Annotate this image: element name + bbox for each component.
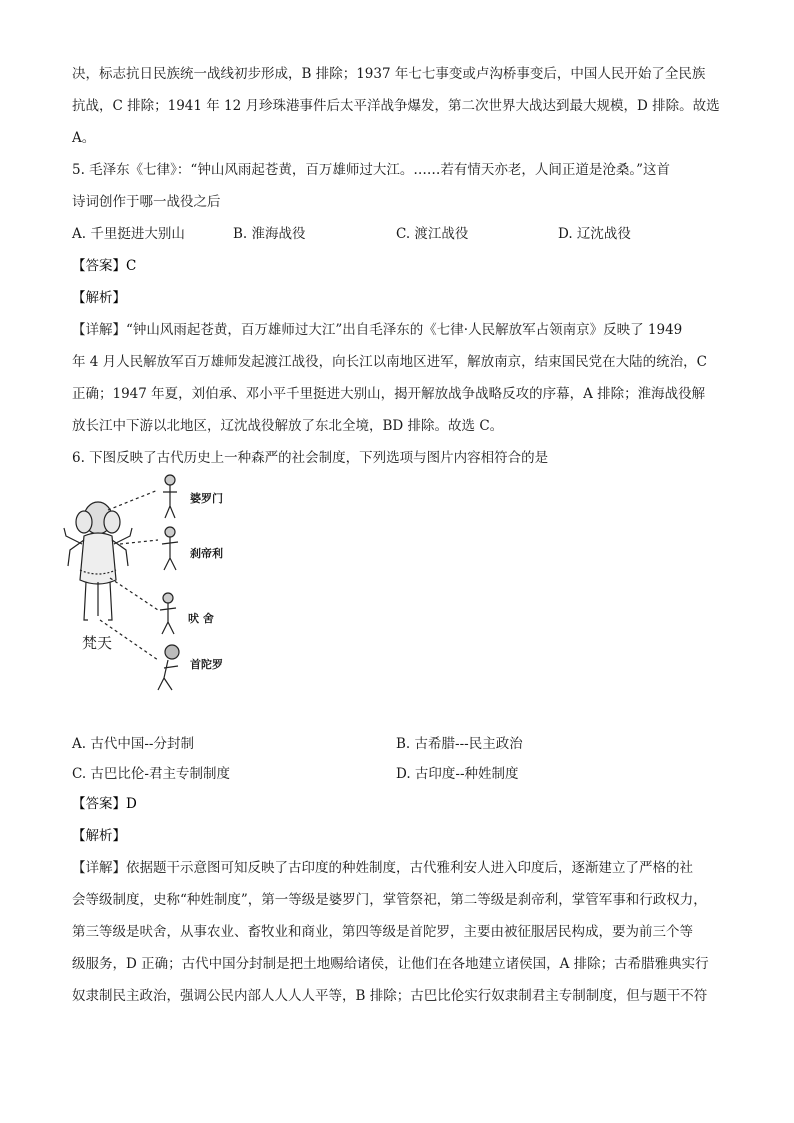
q6-detail-line-5: 奴隶制民主政治，强调公民内部人人人人平等，B 排除；古巴比伦实行奴隶制君主专制制度，但与题干不符 (72, 988, 708, 1004)
q5-analysis-label: 【解析】 (72, 290, 126, 306)
q4-text-line-3: A。 (72, 130, 96, 146)
q6-option-a: A. 古代中国--分封制 (72, 736, 194, 752)
q6-detail-line-4: 级服务，D 正确；古代中国分封制是把土地赐给诸侯，让他们在各地建立诸侯国，A 排除；古希腊雅典实行 (72, 956, 709, 972)
q4-text-line-2: 抗战，C 排除；1941 年 12 月珍珠港事件后太平洋战争爆发，第二次世界大战达到最大规模，D 排除。故选 (72, 98, 720, 114)
q6-detail-line-1: 【详解】依据题干示意图可知反映了古印度的种姓制度，古代雅利安人进入印度后，逐渐建立了严格的社 (72, 860, 693, 876)
q5-detail-line-4: 放长江中下游以北地区，辽沈战役解放了东北全境，BD 排除。故选 C。 (72, 418, 504, 434)
q4-text-line-1: 决，标志抗日民族统一战线初步形成，B 排除；1937 年七七事变或卢沟桥事变后，中国人民开始了全民族 (72, 66, 706, 82)
q5-option-d: D. 辽沈战役 (558, 226, 631, 242)
q6-answer: 【答案】D (72, 796, 137, 812)
q5-stem-line-1: 5. 毛泽东《七律》：“钟山风雨起苍黄，百万雄师过大江。……若有情天亦老，人间正道是沧桑。”这首 (72, 162, 670, 178)
q6-detail-line-3: 第三等级是吠舍，从事农业、畜牧业和商业，第四等级是首陀罗，主要由被征服居民构成，要为前三个等 (72, 924, 693, 940)
caste-system-figure (60, 470, 300, 695)
q5-detail-line-3: 正确；1947 年夏，刘伯承、邓小平千里挺进大别山，揭开解放战争战略反攻的序幕，A 排除；淮海战役解 (72, 386, 706, 402)
caste-label-vaishya: 吠 舍 (188, 612, 214, 625)
caste-illustration (60, 470, 300, 695)
q5-stem-line-2: 诗词创作于哪一战役之后 (72, 194, 221, 210)
q5-detail-line-2: 年 4 月人民解放军百万雄师发起渡江战役，向长江以南地区进军，解放南京，结束国民党在大陆的统治，C (72, 354, 707, 370)
q5-option-c: C. 渡江战役 (396, 226, 469, 242)
q6-detail-line-2: 会等级制度，史称“种姓制度”，第一等级是婆罗门，掌管祭祀，第二等级是刹帝利，掌管军事和行政权力， (72, 892, 707, 908)
q5-option-b: B. 淮海战役 (233, 226, 306, 242)
q6-analysis-label: 【解析】 (72, 828, 126, 844)
caste-label-brahmin: 婆罗门 (190, 492, 223, 505)
q6-option-d: D. 古印度--种姓制度 (396, 766, 519, 782)
q6-stem: 6. 下图反映了古代历史上一种森严的社会制度，下列选项与图片内容相符合的是 (72, 450, 549, 466)
caste-label-kshatriya: 刹帝利 (190, 547, 223, 560)
caste-label-shudra: 首陀罗 (190, 658, 223, 671)
q5-detail-line-1: 【详解】“钟山风雨起苍黄，百万雄师过大江”出自毛泽东的《七律·人民解放军占领南京》反映了 1949 (72, 322, 683, 338)
q5-option-a: A. 千里挺进大别山 (72, 226, 185, 242)
q6-option-c: C. 古巴比伦-君主专制制度 (72, 766, 230, 782)
q6-option-b: B. 古希腊---民主政治 (396, 736, 523, 752)
brahma-label: 梵天 (82, 634, 113, 652)
q5-answer: 【答案】C (72, 258, 137, 274)
